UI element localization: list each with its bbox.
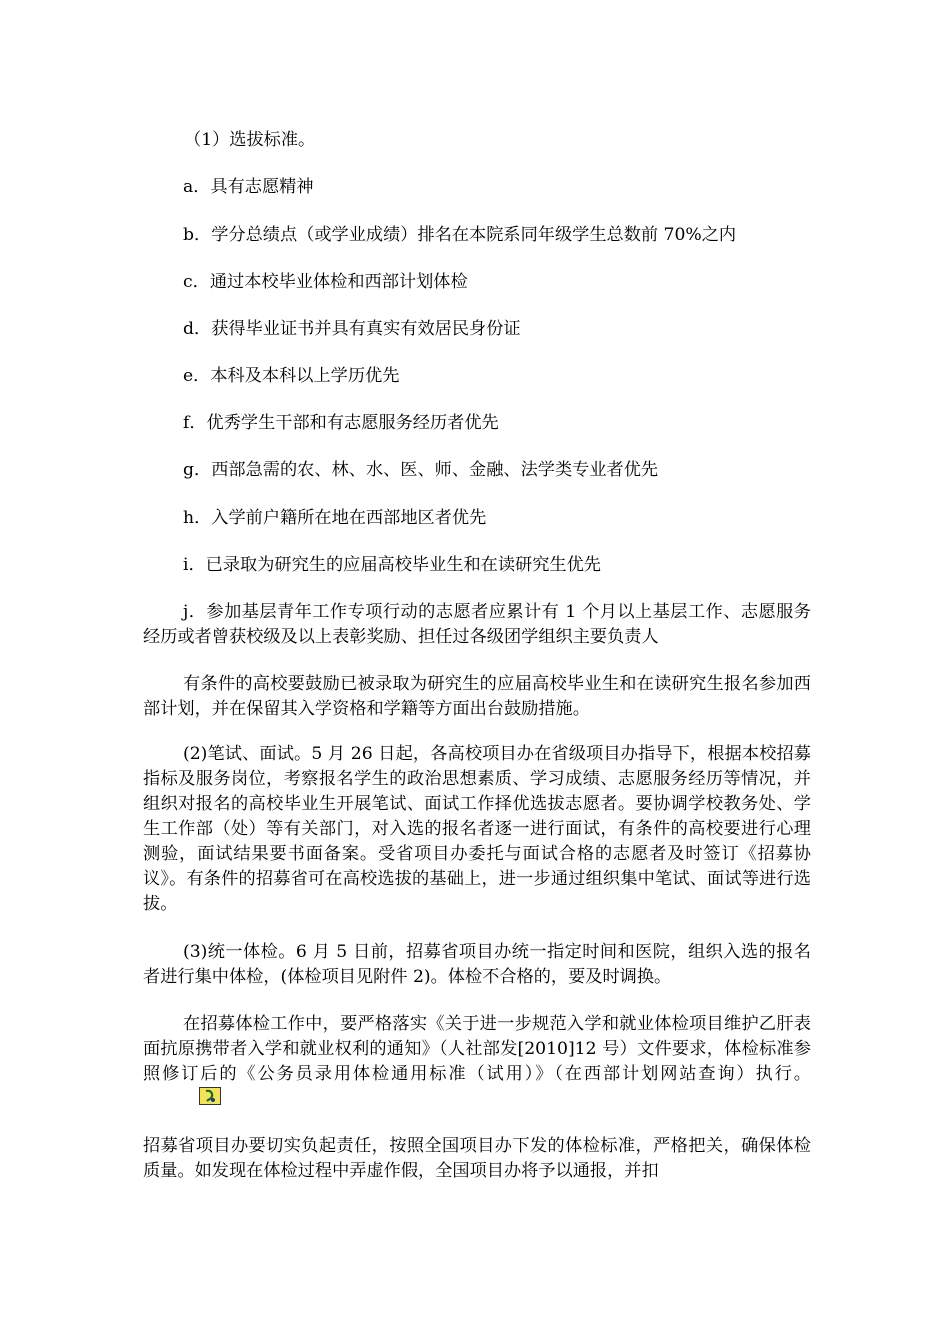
written-test-interview-paragraph: (2)笔试、面试。5 月 26 日起，各高校项目办在省级项目办指导下，根据本校招募指标及服务岗位，考察报名学生的政治思想素质、学习成绩、志愿服务经历等情况，并组织对报名的高校毕业生开展笔试、面试工作择优选拔志愿者。要协调学校教务处、学生工作部（处）等有关部门，对入选的报名者逐一进行面试，有条件的高校要进行心理测验，面试结果要书面备案。受省项目办委托与面试合格的志愿者及时签订《招募协议》。有条件的招募省可在高校选拔的基础上，进一步通过组织集中笔试、面试等进行选拔。 <box>143 744 811 914</box>
criteria-item-a: a．具有志愿精神 <box>183 177 314 197</box>
criteria-item-b: b．学分总绩点（或学业成绩）排名在本院系同年级学生总数前 70%之内 <box>183 225 737 245</box>
criteria-item-e: e．本科及本科以上学历优先 <box>183 366 400 386</box>
criteria-item-d: d．获得毕业证书并具有真实有效居民身份证 <box>183 319 521 339</box>
physical-exam-paragraph: (3)统一体检。6 月 5 日前，招募省项目办统一指定时间和医院，组织入选的报名者进行集中体检，(体检项目见附件 2)。体检不合格的，要及时调换。 <box>143 942 811 987</box>
criteria-item-f: f．优秀学生干部和有志愿服务经历者优先 <box>183 413 499 433</box>
criteria-item-i: i．已录取为研究生的应届高校毕业生和在读研究生优先 <box>183 555 601 575</box>
criteria-item-g: g．西部急需的农、林、水、医、师、金融、法学类专业者优先 <box>183 460 659 480</box>
criteria-item-c: c．通过本校毕业体检和西部计划体检 <box>183 272 468 292</box>
recruitment-quality-paragraph: 招募省项目办要切实负起责任，按照全国项目办下发的体检标准，严格把关，确保体检质量。如发现在体检过程中弄虚作假，全国项目办将予以通报，并扣 <box>143 1136 811 1181</box>
criteria-title: （1）选拔标准。 <box>184 130 316 150</box>
exam-standard-text: 在招募体检工作中，要严格落实《关于进一步规范入学和就业体检项目维护乙肝表面抗原携带者入学和就业权利的通知》（人社部发[2010]12 号）文件要求，体检标准参照修订后的《公务员录用体检通用标准（试用）》（在西部计划网站查询）执行。 <box>143 1014 811 1084</box>
document-link-icon[interactable] <box>159 1087 221 1113</box>
criteria-item-j: j．参加基层青年工作专项行动的志愿者应累计有 1 个月以上基层工作、志愿服务经历或者曾获校级及以上表彰奖励、担任过各级团学组织主要负责人 <box>143 602 811 647</box>
encouragement-paragraph: 有条件的高校要鼓励已被录取为研究生的应届高校毕业生和在读研究生报名参加西部计划，并在保留其入学资格和学籍等方面出台鼓励措施。 <box>143 674 811 719</box>
criteria-item-h: h．入学前户籍所在地在西部地区者优先 <box>183 508 487 528</box>
exam-standard-paragraph <box>143 1012 811 1113</box>
